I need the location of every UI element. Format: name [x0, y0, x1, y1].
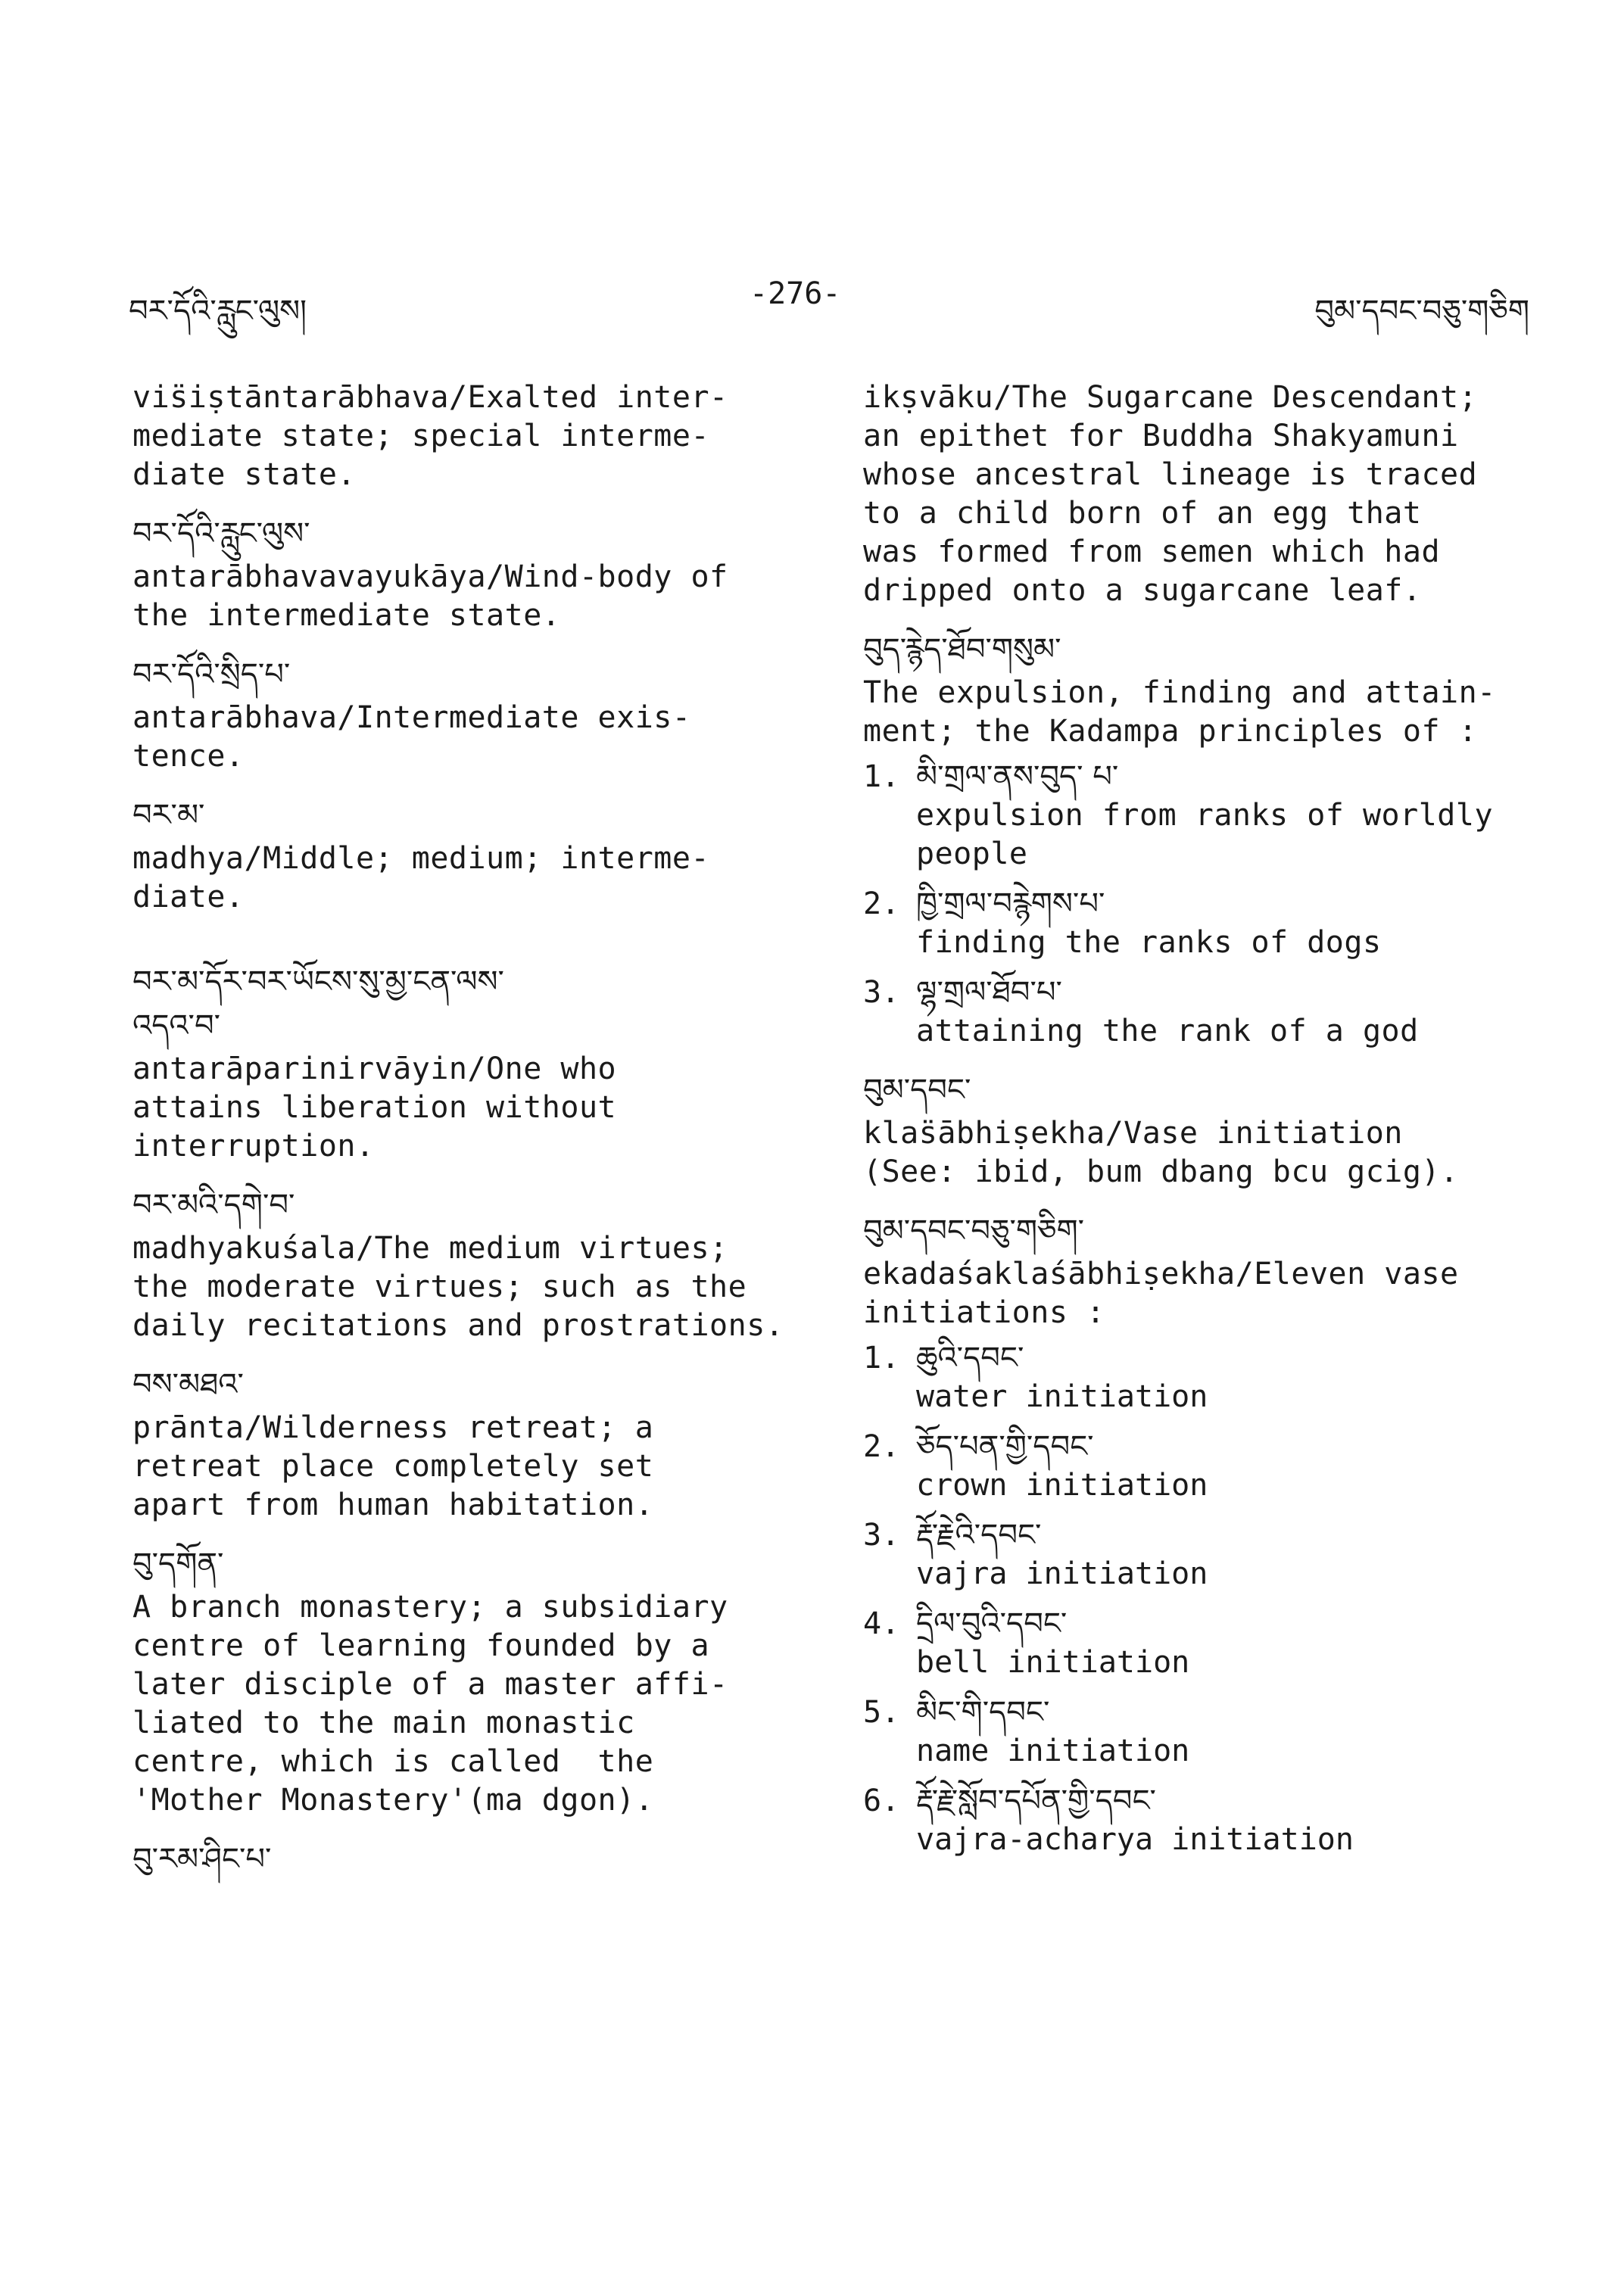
entry-definition: antarābhava/Intermediate exis- tence.: [132, 700, 691, 774]
list-item: [863, 757, 1545, 874]
list-item: [863, 1427, 1545, 1505]
entry-definition: klas̈ābhiṣekha/Vase initiation (See: ibid, bum dbang bcu gcig).: [863, 1116, 1459, 1189]
list-item-tibetan: ཆུའི་དབང་: [916, 1341, 1024, 1375]
list-item-tibetan: མིང་གི་དབང་: [916, 1695, 1050, 1730]
left-column: [132, 379, 829, 1899]
list-item: [863, 973, 1545, 1051]
list-item: [863, 1693, 1545, 1771]
page-header: [129, 276, 1529, 329]
list-item-text: expulsion from ranks of worldly people: [916, 798, 1494, 871]
entry: [863, 1070, 1545, 1192]
entry: [132, 514, 829, 635]
entry: [132, 1840, 829, 1879]
page-number: -276-: [750, 276, 841, 311]
list-item-tibetan: རྡོ་རྗེ་སློབ་དཔོན་གྱི་དབང་: [916, 1784, 1156, 1818]
entry: [863, 379, 1545, 610]
entry-definition: The expulsion, finding and attain- ment; the Kadampa principles of :: [863, 675, 1496, 749]
list-item-tibetan: ཅོད་པན་གྱི་དབང་: [916, 1429, 1094, 1464]
list-item-text: crown initiation: [916, 1468, 1208, 1503]
entry-headword-continued: འདའ་བ་: [132, 1008, 220, 1043]
list-item-tibetan: རྡོ་རྗེའི་དབང་: [916, 1518, 1042, 1553]
numbered-list: [863, 1338, 1545, 1859]
entry-headword: བར་དོའི་སྲིད་པ་: [132, 657, 291, 692]
entry-headword: བུད་རྙེད་ཐོབ་གསུམ་: [863, 632, 1061, 667]
entry: [132, 1544, 829, 1820]
list-item-text: attaining the rank of a god: [916, 1014, 1419, 1048]
list-item-text: vajra initiation: [916, 1556, 1208, 1591]
list-item-tibetan: ཁྱི་གྲལ་བརྙེགས་པ་: [916, 886, 1105, 921]
numbered-list: [863, 757, 1545, 1051]
list-item-text: name initiation: [916, 1734, 1190, 1768]
entry-headword: བར་དོའི་རླུང་ལུས་: [132, 516, 310, 551]
list-item: [863, 1604, 1545, 1682]
list-number: 4.: [863, 1606, 900, 1641]
list-item-tibetan: ལྷ་གྲལ་ཐོབ་པ་: [916, 975, 1062, 1010]
list-item-tibetan: མི་གྲལ་ནས་བུད་ པ་: [916, 759, 1119, 794]
list-item-tibetan: དྲིལ་བུའི་དབང་: [916, 1606, 1068, 1641]
entry: [132, 1365, 829, 1525]
entry-definition: prānta/Wilderness retreat; a retreat place completely set apart from human habitation.: [132, 1410, 654, 1522]
entry-definition: ikṣvāku/The Sugarcane Descendant; an epithet for Buddha Shakyamuni whose ancestral lineage is traced to a child born of an egg that was formed from semen which had dripped onto a sugarcane leaf.: [863, 380, 1478, 608]
list-item-text: water initiation: [916, 1379, 1208, 1414]
entry-definition: madhya/Middle; medium; interme- diate.: [132, 841, 710, 914]
list-item-text: finding the ranks of dogs: [916, 925, 1382, 960]
entry: [863, 1211, 1545, 1859]
list-number: 1.: [863, 759, 900, 794]
header-left-tibetan: བར་དོའི་རླུང་ལུས།: [129, 294, 307, 329]
list-item-text: bell initiation: [916, 1645, 1190, 1680]
list-number: 1.: [863, 1341, 900, 1375]
entry-headword: བས་མཐའ་: [132, 1367, 244, 1402]
entry: [132, 796, 829, 917]
entry: [132, 1185, 829, 1345]
entry-definition: madhyakuśala/The medium virtues; the moderate virtues; such as the daily recitations and prostrations.: [132, 1231, 784, 1343]
entry: [863, 630, 1545, 1051]
list-number: 6.: [863, 1784, 900, 1818]
entry: [132, 655, 829, 776]
entry-headword: བར་མ་: [132, 798, 205, 833]
entry-headword: བུམ་དབང་བཅུ་གཅིག་: [863, 1213, 1085, 1248]
entry: [132, 962, 829, 1166]
entry-headword: བར་མའི་དགེ་བ་: [132, 1188, 295, 1223]
list-item-text: vajra-acharya initiation: [916, 1822, 1354, 1857]
list-number: 3.: [863, 975, 900, 1010]
header-right-tibetan: བུམ་དབང་བཅུ་གཅིག: [1314, 294, 1529, 329]
list-number: 3.: [863, 1518, 900, 1553]
entry-definition: ekadaśaklaśābhiṣekha/Eleven vase initiations :: [863, 1257, 1459, 1330]
entry-definition: vis̈iṣtāntarābhava/Exalted inter- mediate state; special interme- diate state.: [132, 380, 728, 492]
entry: [132, 379, 829, 494]
entry-headword: བུ་རམ་ཤིང་པ་: [132, 1842, 272, 1877]
entry-definition: antarābhavavayukāya/Wind-body of the intermediate state.: [132, 559, 728, 633]
entry-definition: antarāparinirvāyin/One who attains liberation without interruption.: [132, 1051, 617, 1164]
list-number: 5.: [863, 1695, 900, 1730]
list-item: [863, 884, 1545, 962]
entry-headword: བུ་དགོན་: [132, 1547, 224, 1581]
list-number: 2.: [863, 1429, 900, 1464]
entry-definition: A branch monastery; a subsidiary centre of learning founded by a later disciple of a master affi- liated to the main monastic centre, which is called the 'Mother Monastery'(ma dgon).: [132, 1590, 728, 1818]
list-item: [863, 1781, 1545, 1859]
list-item: [863, 1338, 1545, 1416]
entry-headword: བར་མ་དོར་བར་ཡོངས་སུ་མྱ་ངན་ལས་: [132, 964, 504, 999]
entry-headword: བུམ་དབང་: [863, 1073, 971, 1108]
list-item: [863, 1516, 1545, 1594]
list-number: 2.: [863, 886, 900, 921]
right-column: [863, 379, 1545, 1879]
